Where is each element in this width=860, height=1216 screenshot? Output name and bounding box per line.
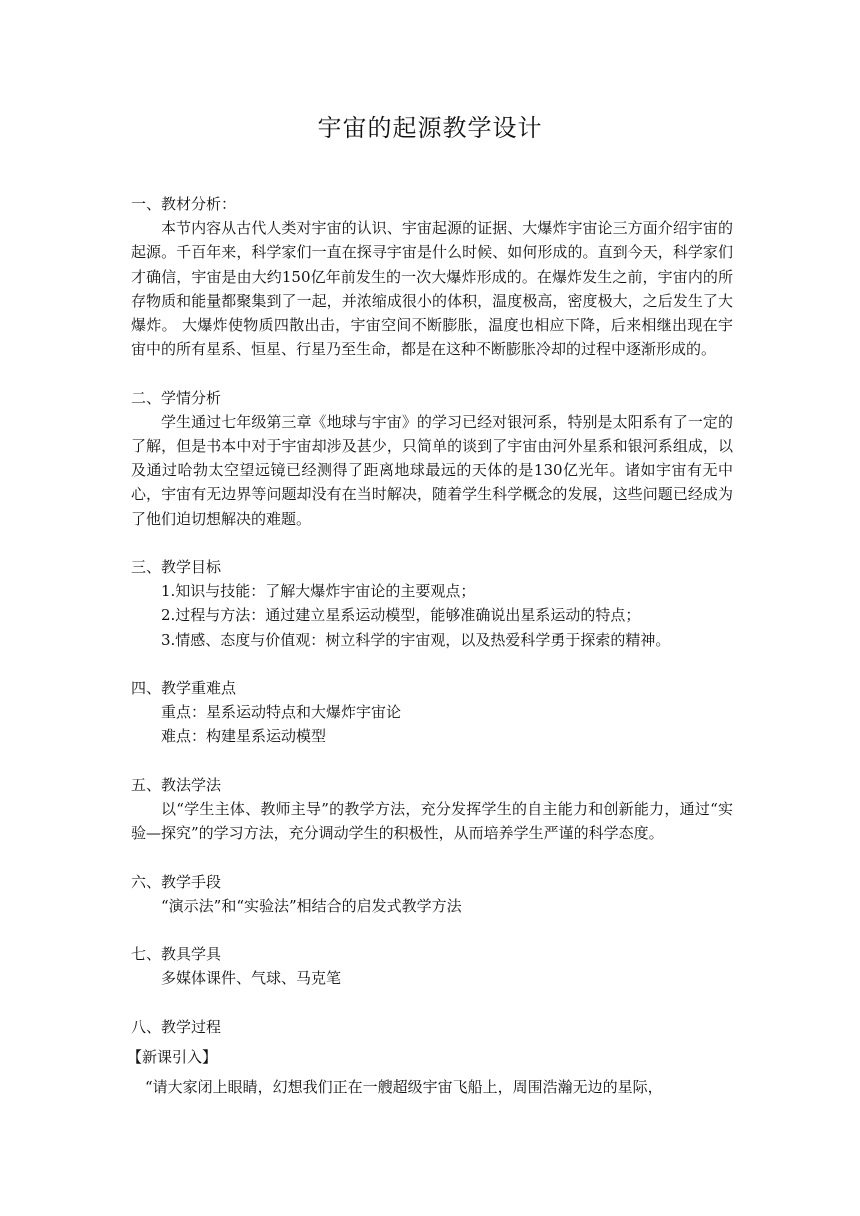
intro-block (127, 1045, 733, 1099)
section-heading: 四、教学重难点 (131, 679, 237, 698)
section-heading: 一、教材分析： (131, 195, 237, 213)
section-teaching-objectives (131, 555, 733, 652)
section-teaching-means (131, 870, 733, 918)
section-heading: 五、教法学法 (131, 775, 222, 794)
objective-item: 2.过程与方法：通过建立星系运动模型，能够准确说出星系运动的特点； (161, 606, 641, 625)
section-textbook-analysis (131, 192, 733, 361)
teaching-aids-item: 多媒体课件、气球、马克笔 (161, 969, 342, 988)
difficult-point-item: 难点：构建星系运动模型 (161, 727, 327, 746)
objective-item: 1.知识与技能：了解大爆炸宇宙论的主要观点； (161, 582, 476, 601)
key-point-item: 重点：星系运动特点和大爆炸宇宙论 (161, 703, 402, 722)
document-body (127, 192, 733, 1099)
section-key-difficult-points (131, 676, 733, 749)
objective-item: 3.情感、态度与价值观：树立科学的宇宙观，以及热爱科学勇于探索的精神。 (161, 630, 671, 649)
section-paragraph: 本节内容从古代人类对宇宙的认识、宇宙起源的证据、大爆炸宇宙论三方面介绍宇宙的起源。千百年来，科学家们一直在探寻宇宙是什么时候、如何形成的。直到今天，科学家们才确信，宇宙是由大约150亿年前发生的一次大爆炸形成的。在爆炸发生之前，宇宙内的所存物质和能量都聚集到了一起，并浓缩成很小的体积，温度极高，密度极大，之后发生了大爆炸。 大爆炸使物质四散出击，宇宙空间不断膨胀，温度也相应下降，后来相继出现在宇宙中的所有星系、恒星、行星乃至生命，都是在这种不断膨胀冷却的过程中逐渐形成的。 (131, 219, 733, 359)
section-teaching-methods (131, 773, 733, 846)
teaching-means-item: “演示法”和“实验法”相结合的启发式教学方法 (161, 896, 462, 915)
section-heading: 二、学情分析 (131, 388, 222, 407)
intro-heading: 【新课引入】 (127, 1048, 218, 1066)
section-student-analysis (131, 386, 733, 531)
section-heading: 七、教具学具 (131, 945, 222, 964)
section-heading: 八、教学过程 (131, 1017, 222, 1036)
section-heading: 三、教学目标 (131, 558, 222, 577)
intro-text: “请大家闭上眼睛，幻想我们正在一艘超级宇宙飞船上，周围浩瀚无边的星际， (145, 1078, 663, 1097)
section-paragraph: 以“学生主体、教师主导”的教学方法，充分发挥学生的自主能力和创新能力，通过“实验—探究”的学习方法，充分调动学生的积极性，从而培养学生严谨的科学态度。 (131, 800, 733, 843)
document-title: 宇宙的起源教学设计 (317, 114, 543, 142)
section-paragraph: 学生通过七年级第三章《地球与宇宙》的学习已经对银河系，特别是太阳系有了一定的了解，但是书本中对于宇宙却涉及甚少，只简单的谈到了宇宙由河外星系和银河系组成，以及通过哈勃太空望远镜已经测得了距离地球最远的天体的是130亿光年。诸如宇宙有无中心，宇宙有无边界等问题却没有在当时解决，随着学生科学概念的发展，这些问题已经成为了他们迫切想解决的难题。 (131, 412, 733, 528)
section-heading: 六、教学手段 (131, 872, 222, 891)
section-teaching-aids (131, 942, 733, 990)
section-teaching-process (131, 1015, 733, 1039)
